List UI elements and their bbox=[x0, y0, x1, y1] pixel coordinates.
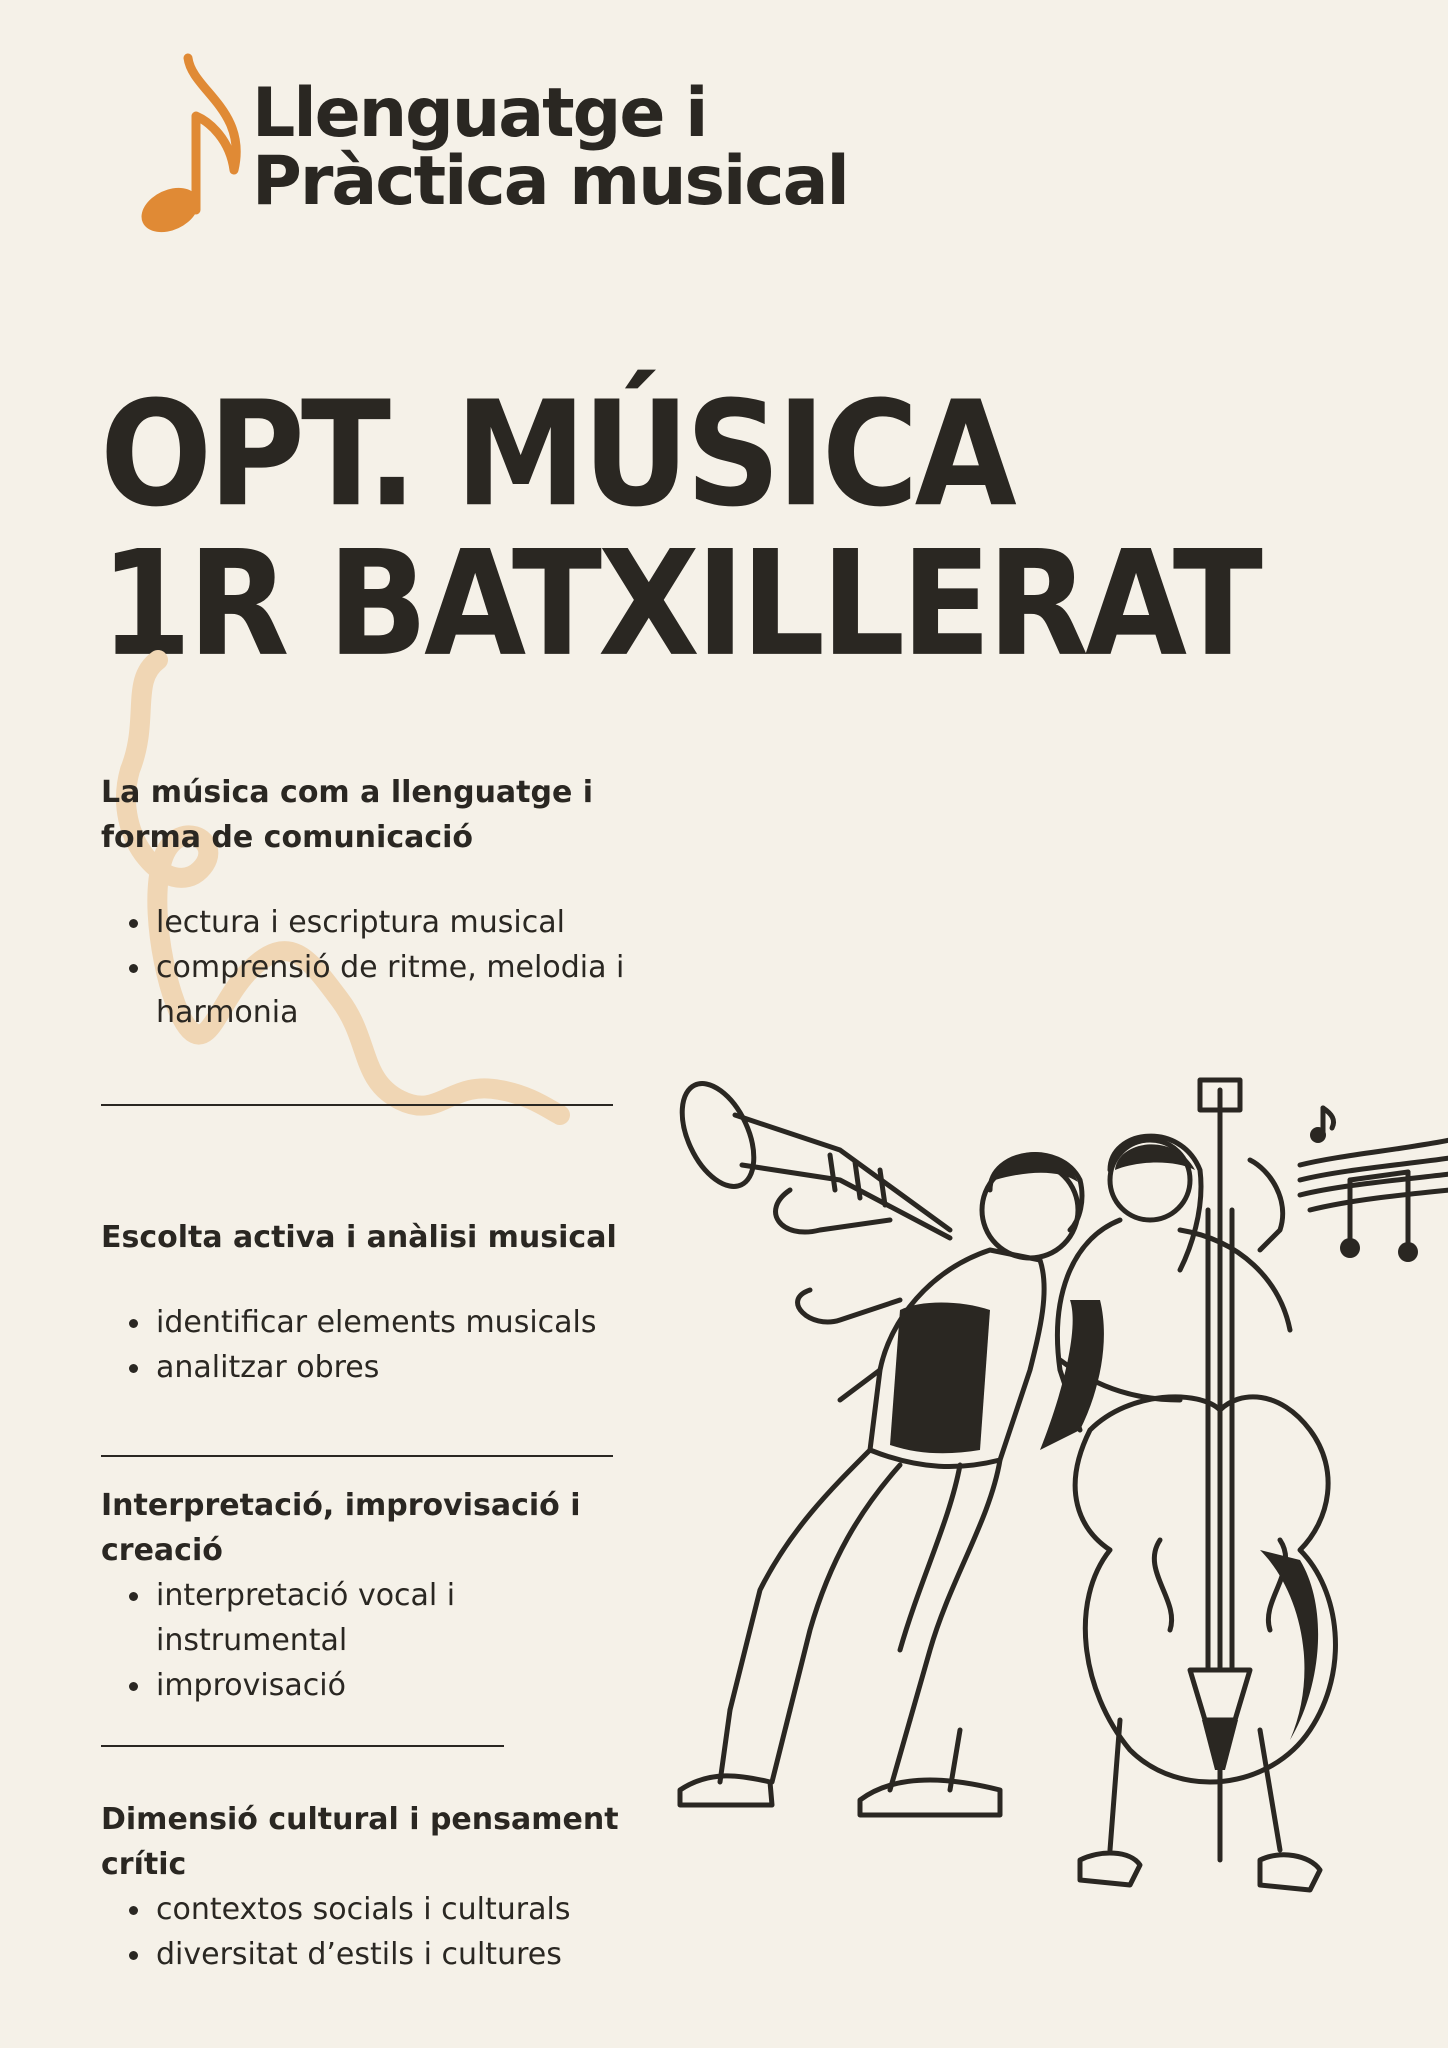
section-heading: Interpretació, improvisació i creació bbox=[101, 1488, 581, 1568]
section-heading: Escolta activa i anàlisi musical bbox=[101, 1220, 617, 1255]
section-culture bbox=[101, 1797, 641, 1977]
title-line-1: OPT. MÚSICA bbox=[100, 370, 1013, 540]
divider bbox=[101, 1104, 613, 1106]
brand-line-1: Llenguatge i bbox=[252, 74, 707, 153]
list-item: identificar elements musicals bbox=[101, 1300, 641, 1345]
bullet-list bbox=[101, 900, 641, 1035]
bullet-list bbox=[101, 1573, 641, 1708]
section-listening bbox=[101, 1215, 641, 1390]
title-line-2: 1R BATXILLERAT bbox=[100, 519, 1259, 690]
list-item: diversitat d’estils i cultures bbox=[101, 1932, 641, 1977]
divider bbox=[101, 1455, 613, 1457]
page-title bbox=[100, 370, 1259, 690]
section-heading: La música com a llenguatge i forma de comunicació bbox=[101, 775, 594, 855]
section-performance bbox=[101, 1483, 641, 1708]
list-item: contextos socials i culturals bbox=[101, 1887, 641, 1932]
list-item: improvisació bbox=[101, 1663, 641, 1708]
bullet-list bbox=[101, 1300, 641, 1390]
list-item: interpretació vocal i instrumental bbox=[101, 1573, 641, 1663]
bullet-list bbox=[101, 1887, 641, 1977]
list-item: analitzar obres bbox=[101, 1345, 641, 1390]
brand-line-2: Pràctica musical bbox=[252, 142, 848, 221]
music-note-icon bbox=[130, 50, 250, 240]
brand-title bbox=[252, 74, 848, 221]
divider bbox=[101, 1745, 504, 1747]
section-heading: Dimensió cultural i pensament crític bbox=[101, 1802, 619, 1882]
list-item: comprensió de ritme, melodia i harmonia bbox=[101, 945, 641, 1035]
musicians-illustration bbox=[660, 1070, 1448, 1900]
list-item: lectura i escriptura musical bbox=[101, 900, 641, 945]
section-language bbox=[101, 770, 641, 1035]
